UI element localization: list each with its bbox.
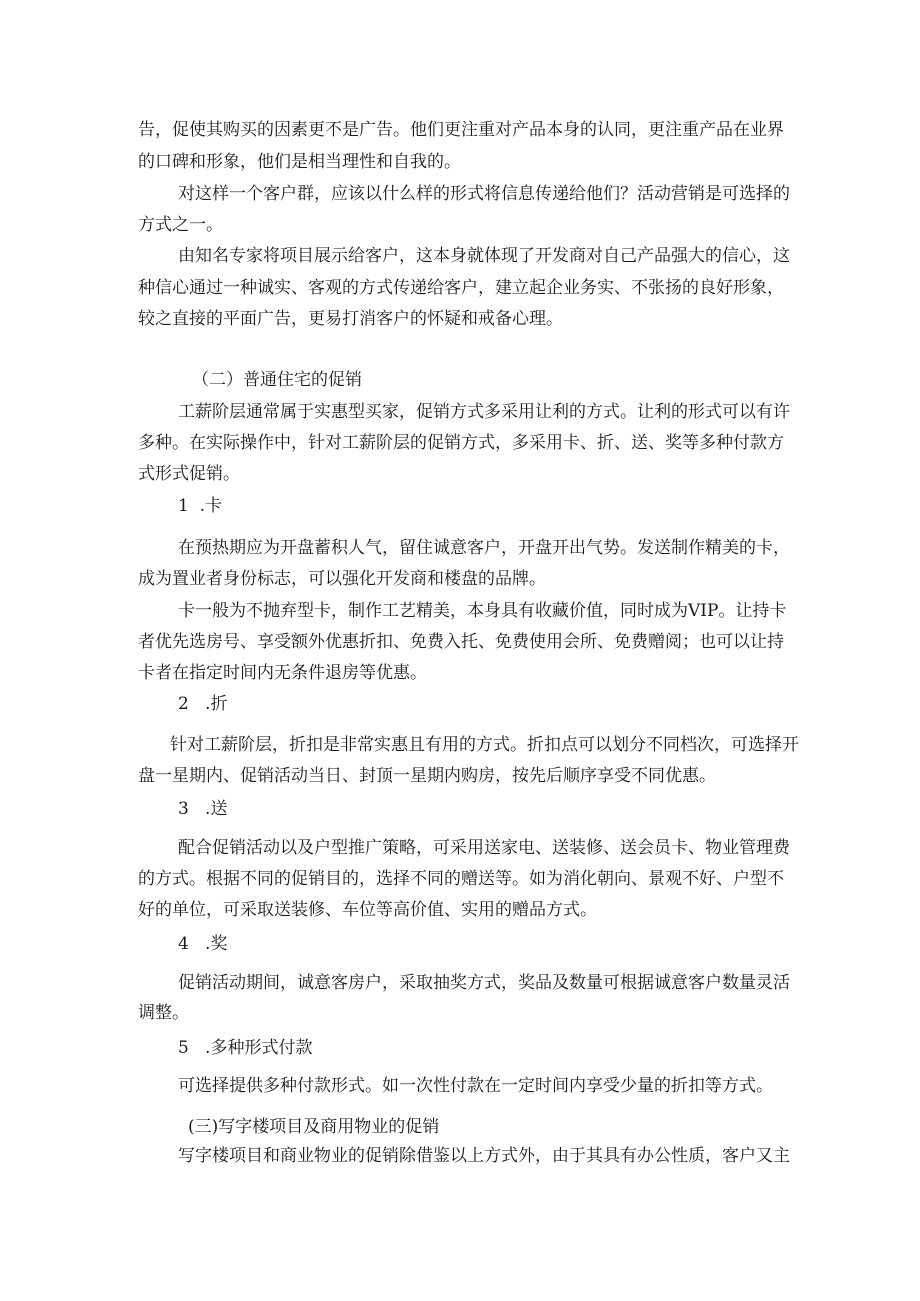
paragraph-line: 配合促销活动以及户型推广策略，可采用送家电、送装修、送会员卡、物业管理费 — [178, 838, 790, 858]
list-item-heading — [178, 692, 227, 716]
paragraph-line: 可选择提供多种付款形式。如一次性付款在一定时间内享受少量的折扣等方式。 — [178, 1076, 773, 1096]
paragraph-line: 者优先选房号、享受额外优惠折扣、免费入托、免费使用会所、免费赠阅；也可以让持 — [138, 632, 784, 652]
section-heading: （二）普通住宅的促销 — [192, 370, 362, 390]
paragraph-line: 盘一星期内、促销活动当日、封顶一星期内购房，按先后顺序享受不同优惠。 — [138, 766, 716, 786]
paragraph-line: 好的单位，可采取送装修、车位等高价值、实用的赠品方式。 — [138, 900, 597, 920]
paragraph-line: 告，促使其购买的因素更不是广告。他们更注重对产品本身的认同，更注重产品在业界 — [138, 120, 784, 140]
list-item-title: .奖 — [205, 934, 228, 954]
paragraph-line: 较之直接的平面广告，更易打消客户的怀疑和戒备心理。 — [138, 309, 563, 329]
paragraph-line: 由知名专家将项目展示给客户，这本身就体现了开发商对自己产品强大的信心，这 — [178, 246, 790, 266]
list-item-number: 3 — [178, 799, 189, 819]
list-item-heading — [178, 494, 222, 518]
list-item-number: 4 — [178, 934, 189, 954]
paragraph-line: 式形式促销。 — [138, 464, 240, 484]
list-item-title: .折 — [205, 694, 228, 714]
paragraph-line: 方式之一。 — [138, 215, 223, 235]
paragraph-line: 成为置业者身份标志，可以强化开发商和楼盘的品牌。 — [138, 569, 546, 589]
list-item-number: 1 — [178, 496, 189, 516]
paragraph-line: 调整。 — [138, 1003, 189, 1023]
list-item-heading — [178, 932, 227, 956]
list-item-title: .送 — [205, 799, 228, 819]
list-item-heading — [178, 1036, 312, 1060]
paragraph-line: 的口碑和形象，他们是相当理性和自我的。 — [138, 152, 461, 172]
paragraph-line: 对这样一个客户群，应该以什么样的形式将信息传递给他们？活动营销是可选择的 — [178, 184, 790, 204]
paragraph-line: 卡者在指定时间内无条件退房等优惠。 — [138, 663, 427, 683]
list-item-heading — [178, 797, 227, 821]
list-item-number: 2 — [178, 694, 189, 714]
paragraph-line: 的方式。根据不同的促销目的，选择不同的赠送等。如为消化朝向、景观不好、户型不 — [138, 869, 784, 889]
paragraph-line: 多种。在实际操作中，针对工薪阶层的促销方式，多采用卡、折、送、奖等多种付款方 — [138, 433, 784, 453]
paragraph-line: 促销活动期间，诚意客房户，采取抽奖方式，奖品及数量可根据诚意客户数量灵活 — [178, 973, 790, 993]
paragraph-line: 写字楼项目和商业物业的促销除借鉴以上方式外，由于其具有办公性质，客户又主 — [178, 1146, 790, 1166]
paragraph-line: 工薪阶层通常属于实惠型买家，促销方式多采用让利的方式。让利的形式可以有许 — [178, 402, 790, 422]
paragraph-line: 种信心通过一种诚实、客观的方式传递给客户，建立起企业务实、不张扬的良好形象， — [138, 278, 784, 298]
paragraph-line: 卡一般为不抛弃型卡，制作工艺精美，本身具有收藏价值，同时成为VIP。让持卡 — [178, 601, 787, 621]
list-item-number: 5 — [178, 1038, 189, 1058]
list-item-title: .多种形式付款 — [205, 1038, 313, 1058]
section-heading: (三)写字楼项目及商用物业的促销 — [188, 1117, 440, 1137]
paragraph-line: 针对工薪阶层，折扣是非常实惠且有用的方式。折扣点可以划分不同档次，可选择开 — [170, 735, 799, 755]
list-item-title: .卡 — [199, 496, 223, 516]
paragraph-line: 在预热期应为开盘蓄积人气，留住诚意客户，开盘开出气势。发送制作精美的卡， — [178, 538, 790, 558]
